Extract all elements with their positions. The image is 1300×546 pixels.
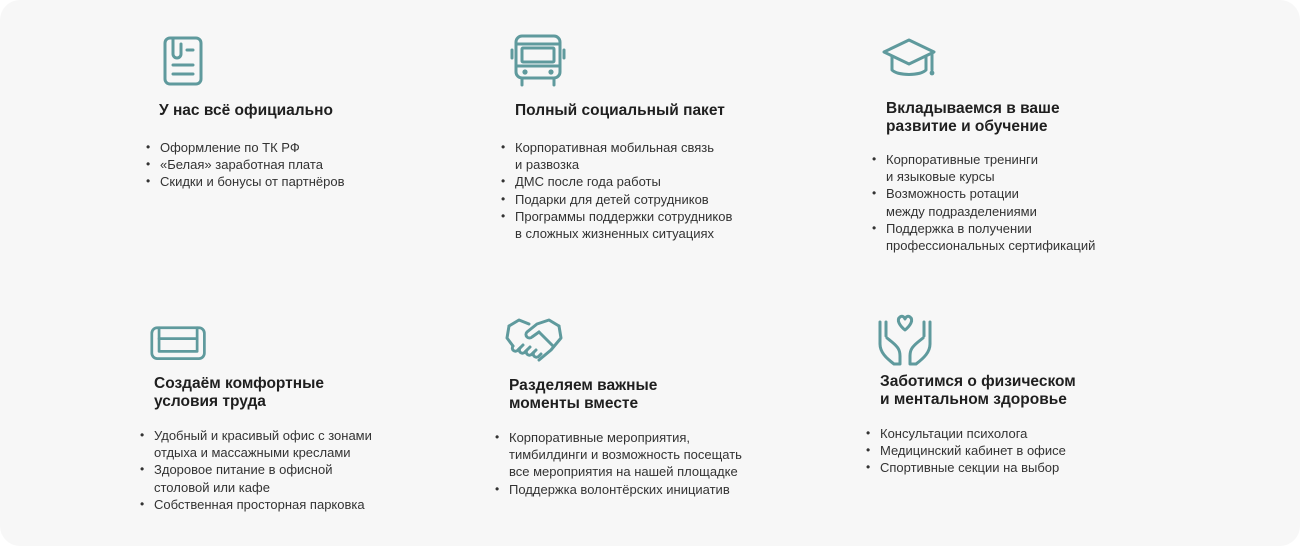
list-item: • Корпоративные мероприятия, тимбилдинги и возможность посещать все мероприятия на нашей площадке <box>495 429 825 481</box>
list-item: • Корпоративная мобильная связь и развозка <box>501 139 831 173</box>
list-item: • Подарки для детей сотрудников <box>501 191 831 208</box>
list-item: • Оформление по ТК РФ <box>146 139 476 156</box>
benefit-list <box>866 425 1196 477</box>
list-item: • «Белая» заработная плата <box>146 156 476 173</box>
list-item: • Возможность ротации между подразделениями <box>872 185 1202 219</box>
list-item: • Здоровое питание в офисной столовой или кафе <box>140 461 470 495</box>
card-title: Полный социальный пакет <box>515 102 725 119</box>
list-item: • Собственная просторная парковка <box>140 496 470 513</box>
benefit-card-health <box>866 314 1196 477</box>
list-item: • Консультации психолога <box>866 425 1196 442</box>
document-icon <box>159 32 217 90</box>
benefit-list <box>140 427 470 513</box>
benefit-list <box>872 151 1202 254</box>
list-item: • Удобный и красивый офис с зонами отдыха и массажными креслами <box>140 427 470 461</box>
hands-heart-icon <box>876 314 934 372</box>
benefit-list <box>501 139 831 242</box>
list-item: • Медицинский кабинет в офисе <box>866 442 1196 459</box>
list-item: • ДМС после года работы <box>501 173 831 190</box>
benefit-card-comfort <box>140 316 470 513</box>
benefit-card-together <box>495 312 825 498</box>
card-title: У нас всё официально <box>159 102 333 119</box>
benefit-card-social-package <box>501 32 831 242</box>
list-item: • Поддержка волонтёрских инициатив <box>495 481 825 498</box>
list-item: • Спортивные секции на выбор <box>866 459 1196 476</box>
list-item: • Программы поддержки сотрудников в сложных жизненных ситуациях <box>501 208 831 242</box>
benefit-card-official <box>146 32 476 191</box>
list-item: • Корпоративные тренинги и языковые курсы <box>872 151 1202 185</box>
bus-icon <box>510 32 568 90</box>
list-item: • Поддержка в получении профессиональных сертификаций <box>872 220 1202 254</box>
card-title: Создаём комфортные условия труда <box>154 375 324 410</box>
list-item: • Скидки и бонусы от партнёров <box>146 173 476 190</box>
card-title: Вкладываемся в ваше развитие и обучение <box>886 100 1060 135</box>
card-title: Разделяем важные моменты вместе <box>509 377 658 412</box>
benefit-list <box>146 139 476 191</box>
benefit-list <box>495 429 825 498</box>
card-title: Заботимся о физическом и ментальном здоровье <box>880 373 1076 408</box>
handshake-icon <box>505 312 563 370</box>
graduation-cap-icon <box>880 32 938 90</box>
benefit-card-education <box>872 32 1202 254</box>
sofa-icon <box>150 316 208 374</box>
